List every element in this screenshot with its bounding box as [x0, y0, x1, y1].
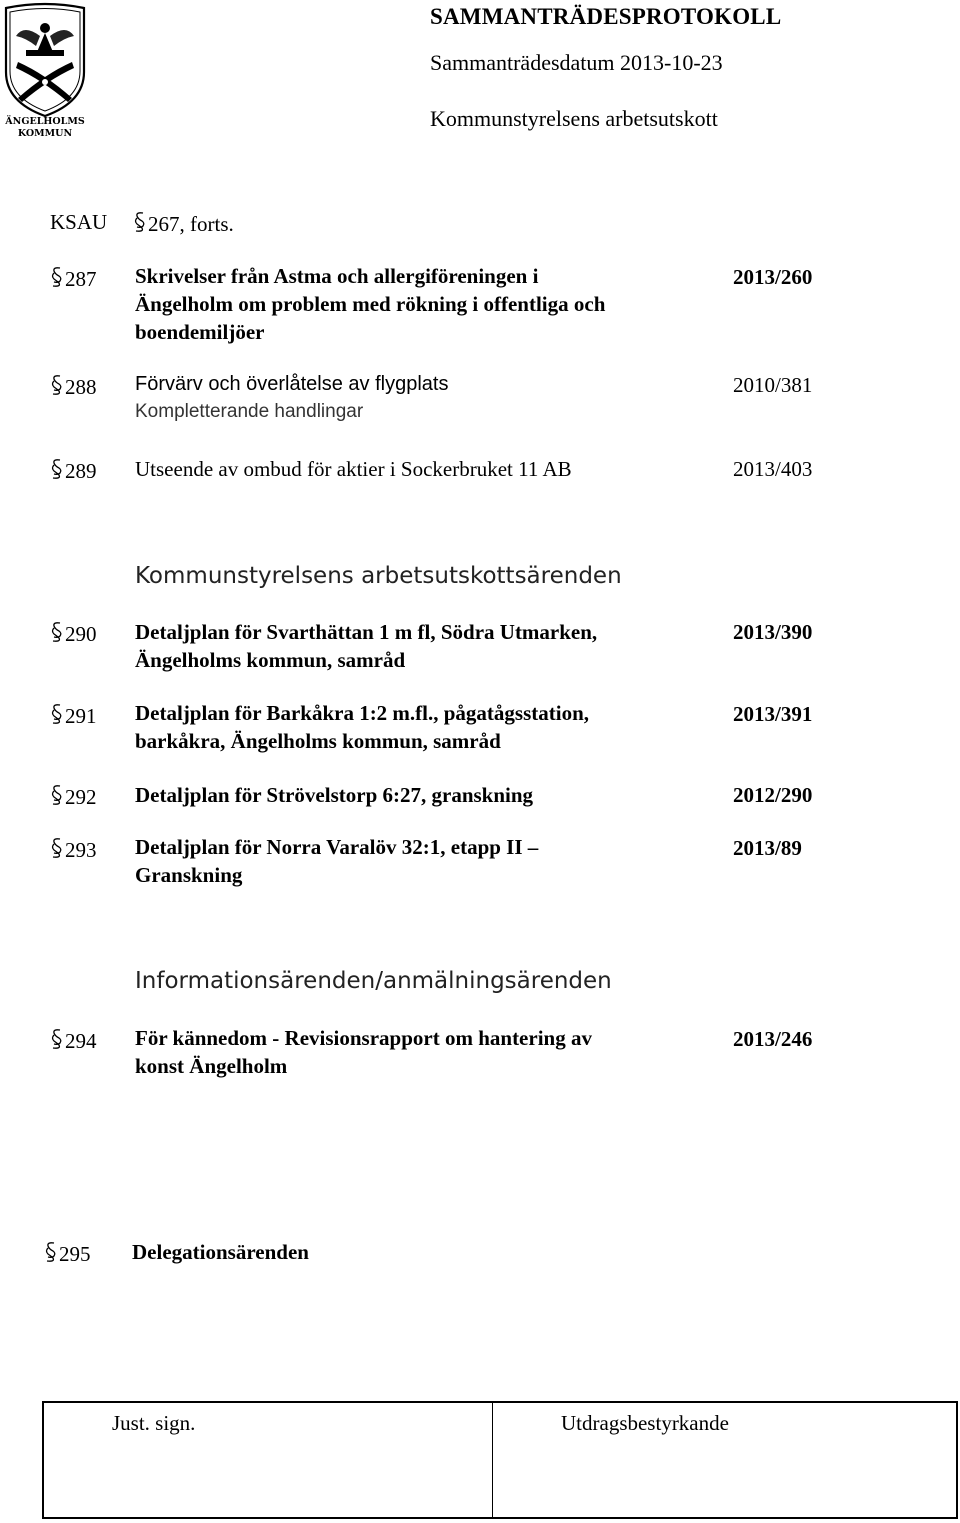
item-title-294: För kännedom - Revisionsrapport om hantering av konst Ängelholm	[135, 1026, 592, 1078]
logo-text: ÄNGELHOLMS KOMMUN	[5, 116, 85, 139]
diary-number-293: 2013/89	[733, 836, 802, 860]
extract-certification-label: Utdragsbestyrkande	[561, 1411, 729, 1435]
section-sign-icon	[50, 457, 63, 481]
item-title-293: Detaljplan för Norra Varalöv 32:1, etapp II – Granskning	[135, 835, 539, 887]
section-sign-icon	[133, 210, 146, 234]
adjuster-signature-label: Just. sign.	[112, 1411, 196, 1435]
signature-box-divider	[492, 1403, 493, 1517]
item-number-293: 293	[50, 836, 97, 863]
item-number-287: 287	[50, 265, 97, 292]
section-sign-icon	[50, 783, 63, 807]
item-number-292: 292	[50, 783, 97, 810]
item-number-288: 288	[50, 373, 97, 400]
diary-number-287: 2013/260	[733, 265, 813, 289]
item-title-287: Skrivelser från Astma och allergiföreningen i Ängelholm om problem med rökning i offentliga och boendemiljöer	[135, 264, 606, 344]
meeting-date: Sammanträdesdatum 2013-10-23	[430, 50, 723, 75]
item-subtitle-288: Kompletterande handlingar	[135, 401, 364, 422]
section-sign-icon	[50, 1027, 63, 1051]
section-heading-information: Informationsärenden/anmälningsärenden	[135, 968, 612, 994]
diary-number-288: 2010/381	[733, 373, 813, 397]
item-title-289: Utseende av ombud för aktier i Sockerbruket 11 AB	[135, 457, 572, 481]
diary-number-291: 2013/391	[733, 702, 813, 726]
section-heading-working-committee: Kommunstyrelsens arbetsutskottsärenden	[135, 563, 622, 589]
committee-name: Kommunstyrelsens arbetsutskott	[430, 106, 718, 131]
section-sign-icon	[50, 620, 63, 644]
item-number-289: 289	[50, 457, 97, 484]
municipality-coat-of-arms-logo	[2, 2, 88, 142]
section-sign-icon	[50, 265, 63, 289]
ksau-label: KSAU	[50, 210, 108, 234]
item-number-291: 291	[50, 702, 97, 729]
item-title-295: Delegationsärenden	[132, 1240, 309, 1264]
item-number-290: 290	[50, 620, 97, 647]
item-title-288: Förvärv och överlåtelse av flygplats	[135, 373, 449, 395]
item-title-290: Detaljplan för Svarthättan 1 m fl, Södra Utmarken, Ängelholms kommun, samråd	[135, 620, 598, 672]
section-sign-icon	[44, 1240, 57, 1264]
diary-number-292: 2012/290	[733, 783, 813, 807]
item-number-295: 295	[44, 1240, 91, 1267]
section-sign-icon	[50, 836, 63, 860]
item-number-294: 294	[50, 1027, 97, 1054]
item-title-291: Detaljplan för Barkåkra 1:2 m.fl., pågatågsstation, barkåkra, Ängelholms kommun, samråd	[135, 701, 590, 753]
section-sign-icon	[50, 702, 63, 726]
item-title-292: Detaljplan för Strövelstorp 6:27, granskning	[135, 783, 534, 807]
diary-number-294: 2013/246	[733, 1027, 813, 1051]
document-title: SAMMANTRÄDESPROTOKOLL	[430, 4, 782, 29]
diary-number-290: 2013/390	[733, 620, 813, 644]
diary-number-289: 2013/403	[733, 457, 813, 481]
signature-box	[42, 1401, 958, 1519]
section-sign-icon	[50, 373, 63, 397]
continuation-ref: 267, forts.	[133, 210, 234, 237]
